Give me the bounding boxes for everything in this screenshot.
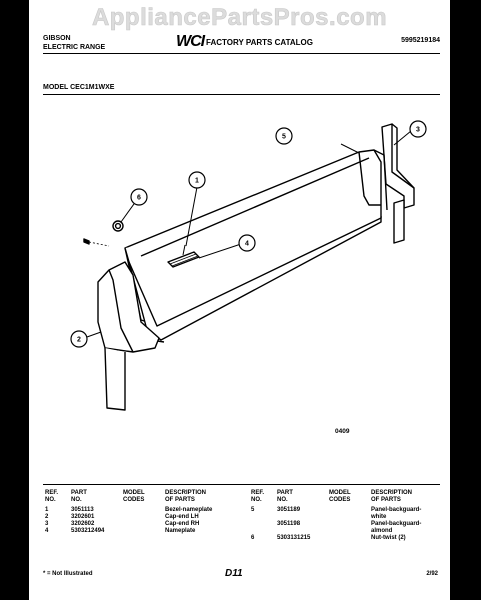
diagram-code: 0409: [335, 428, 350, 435]
cell-desc: Nut-twist (2): [371, 535, 406, 541]
cell-code: [327, 535, 369, 542]
table-top-rule: [43, 484, 440, 485]
cell-ref: 4: [45, 528, 49, 534]
cell-desc: Cap-end LH: [165, 514, 199, 520]
watermark: AppliancePartsPros.com: [91, 4, 388, 31]
brand-name: GIBSON: [43, 35, 71, 42]
cell-part: 5303131215: [277, 535, 311, 541]
cell-ref: [249, 521, 275, 535]
cell-part: 3051113: [71, 507, 94, 513]
screw: [84, 239, 89, 244]
cell-part: 3202602: [71, 521, 95, 527]
end-cap-left-leg: [105, 348, 125, 410]
cell-code: [121, 528, 163, 535]
callout-3-label: 3: [416, 126, 420, 134]
cell-desc: Cap-end RH: [165, 521, 200, 527]
col-ref-header: REF. NO.: [251, 490, 265, 503]
table-row: [43, 507, 243, 514]
callout-2-label: 2: [77, 336, 81, 344]
table-row: [249, 535, 439, 542]
col-ref-header: REF. NO.: [45, 490, 59, 503]
cell-desc: Bezel-nameplate: [165, 507, 213, 513]
cell-ref: 1: [45, 507, 49, 513]
cell-code: [327, 521, 369, 535]
revision-date: 2/92: [426, 571, 438, 577]
cell-desc: Nameplate: [165, 528, 196, 534]
cell-part: 3051198: [277, 521, 301, 527]
cell-ref: 6: [251, 535, 255, 541]
cell-ref: 5: [251, 507, 255, 513]
table-row: [43, 521, 243, 528]
exploded-parts-diagram: [29, 0, 450, 470]
table-row: [43, 528, 243, 535]
model-number: MODEL CEC1M1WXE: [43, 84, 115, 91]
cell-ref: 3: [45, 521, 49, 527]
wci-logo: WCI: [176, 33, 205, 50]
callout-5-label: 5: [282, 133, 286, 141]
footnote: * = Not Illustrated: [43, 571, 93, 577]
table-row: [249, 521, 439, 535]
end-cap-right-leg: [394, 200, 404, 243]
cell-code: [121, 521, 163, 528]
callout-4-label: 4: [245, 240, 249, 248]
cell-part: 3051189: [277, 507, 301, 513]
page-code: D11: [225, 568, 243, 579]
cell-desc: Panel-backguard- almond: [371, 521, 422, 534]
parts-table-right: [249, 490, 439, 542]
cell-part: 5303212494: [71, 528, 105, 534]
col-desc-header: DESCRIPTION OF PARTS: [165, 490, 207, 503]
product-type: ELECTRIC RANGE: [43, 44, 106, 51]
table-row: [249, 507, 439, 521]
table-row: [43, 514, 243, 521]
callout-6-label: 6: [137, 194, 141, 202]
cell-code: [327, 507, 369, 521]
col-model-header: MODEL CODES: [123, 490, 145, 503]
col-desc-header: DESCRIPTION OF PARTS: [371, 490, 413, 503]
callout-1-label: 1: [195, 177, 199, 185]
catalog-number: 5995219184: [401, 37, 440, 44]
parts-catalog-page: [29, 0, 450, 600]
cell-ref: 2: [45, 514, 49, 520]
cell-code: [121, 514, 163, 521]
cell-part: 3202601: [71, 514, 95, 520]
cell-desc: Panel-backguard- white: [371, 507, 422, 520]
col-model-header: MODEL CODES: [329, 490, 351, 503]
cell-code: [121, 507, 163, 514]
parts-table-left: [43, 490, 243, 535]
col-part-header: PART NO.: [277, 490, 293, 503]
catalog-title: FACTORY PARTS CATALOG: [206, 38, 313, 47]
col-part-header: PART NO.: [71, 490, 87, 503]
